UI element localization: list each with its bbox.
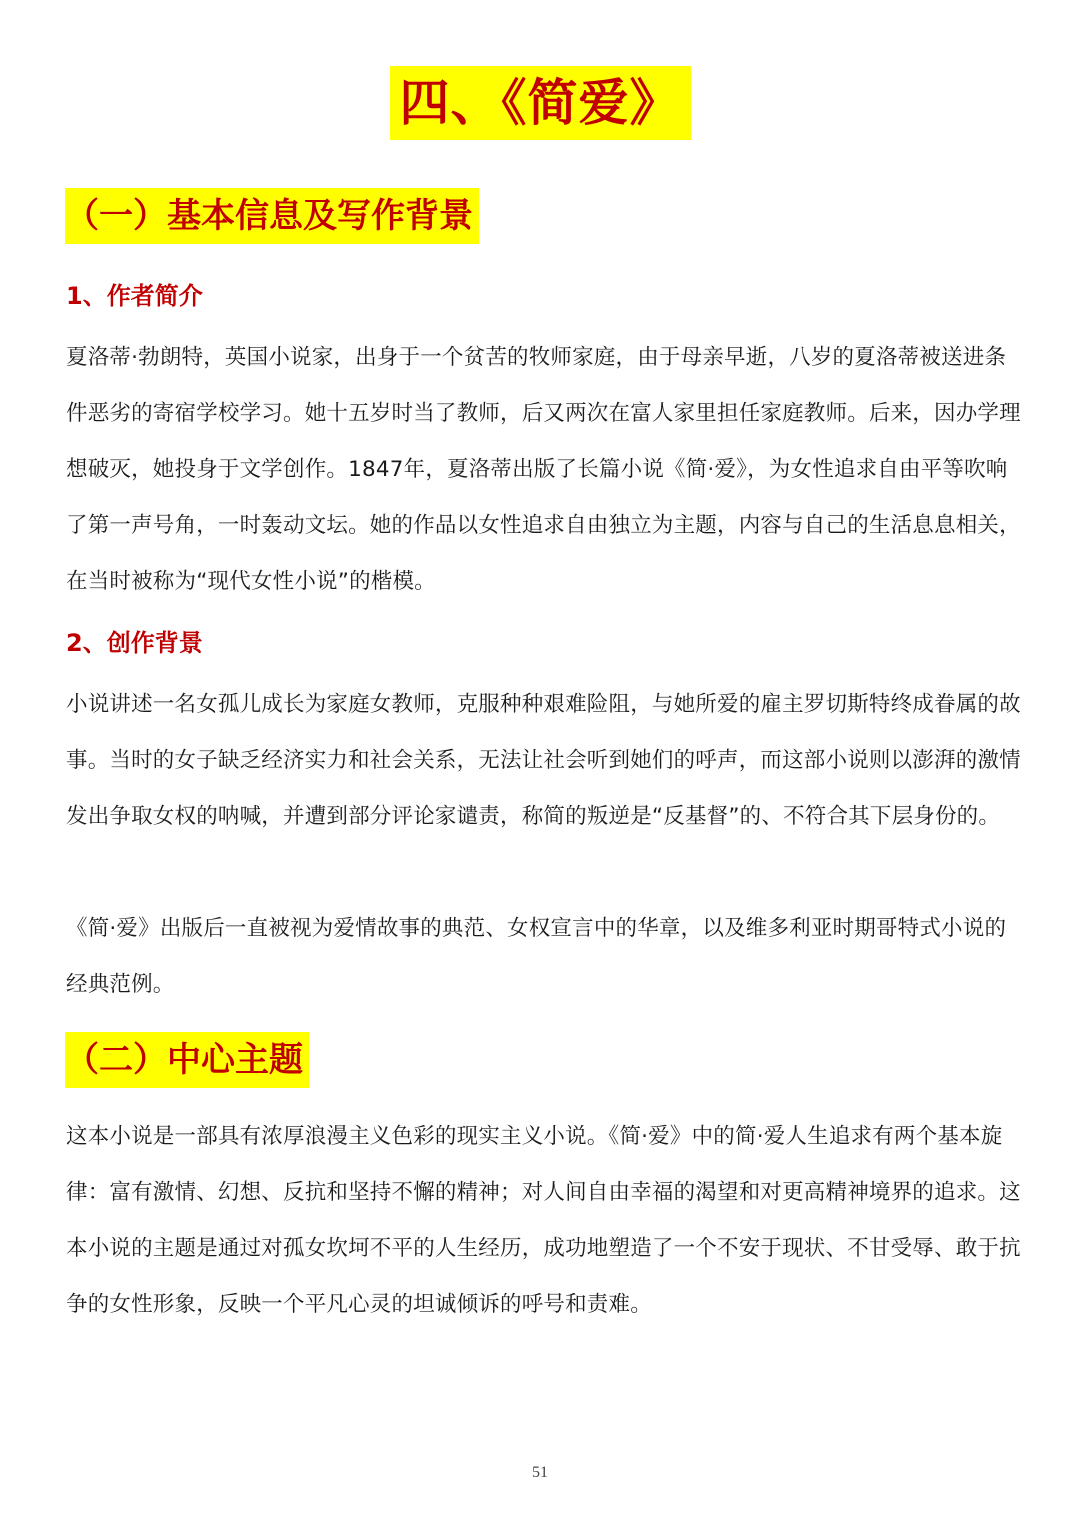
title-container [0, 66, 1080, 140]
subheading-writing-background: 2、创作背景 [66, 629, 203, 657]
section-heading-central-theme: （二）中心主题 [65, 1032, 309, 1088]
page-number: 51 [532, 1464, 548, 1481]
paragraph-author-intro: 夏洛蒂·勃朗特，英国小说家，出身于一个贫苦的牧师家庭，由于母亲早逝，八岁的夏洛蒂被送进条件恶劣的寄宿学校学习。她十五岁时当了教师，后又两次在富人家里担任家庭教师。后来，因办学理想破灭，她投身于文学创作。1847年，夏洛蒂出版了长篇小说《简·爱》，为女性追求自由平等吹响了第一声号角，一时轰动文坛。她的作品以女性追求自由独立为主题，内容与自己的生活息息相关，在当时被称为“现代女性小说”的楷模。 [66, 345, 1021, 594]
paragraph-publication-reception: 《简·爱》出版后一直被视为爱情故事的典范、女权宣言中的华章，以及维多利亚时期哥特式小说的经典范例。 [66, 916, 1007, 997]
paragraph-central-theme: 这本小说是一部具有浓厚浪漫主义色彩的现实主义小说。《简·爱》中的简·爱人生追求有两个基本旋律：富有激情、幻想、反抗和坚持不懈的精神；对人间自由幸福的渴望和对更高精神境界的追求。这本小说的主题是通过对孤女坎坷不平的人生经历，成功地塑造了一个不安于现状、不甘受辱、敢于抗争的女性形象，反映一个平凡心灵的坦诚倾诉的呼号和责难。 [66, 1124, 1021, 1317]
section-heading-basic-info: （一）基本信息及写作背景 [65, 188, 479, 244]
paragraph-writing-background: 小说讲述一名女孤儿成长为家庭女教师，克服种种艰难险阻，与她所爱的雇主罗切斯特终成眷属的故事。当时的女子缺乏经济实力和社会关系，无法让社会听到她们的呼声，而这部小说则以澎湃的激情发出争取女权的呐喊，并遭到部分评论家谴责，称简的叛逆是“反基督”的、不符合其下层身份的。 [66, 692, 1021, 829]
page-title: 四、《简爱》 [390, 66, 691, 140]
subheading-author-intro: 1、作者简介 [66, 282, 203, 310]
